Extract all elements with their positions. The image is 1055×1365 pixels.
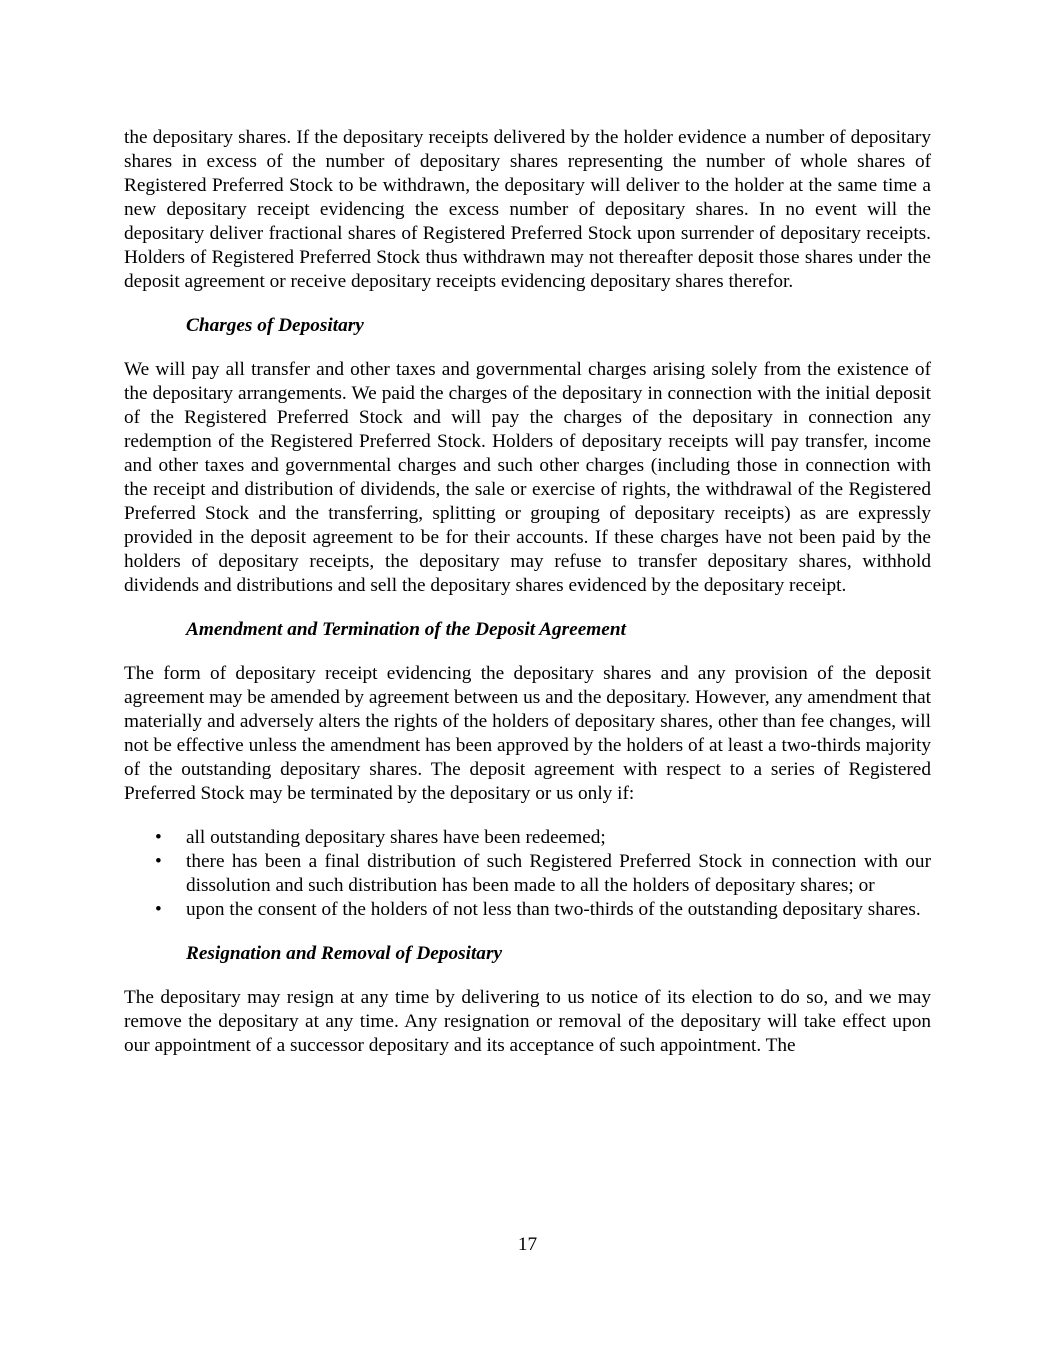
list-item-text: upon the consent of the holders of not less than two-thirds of the outstanding depositary shares.: [186, 899, 921, 920]
paragraph-withdrawal: the depositary shares. If the depositary receipts delivered by the holder evidence a number of depositary shares in excess of the number of depositary shares representing the number of whole shares of Registered Preferred Stock to be withdrawn, the depositary will deliver to the holder at the same time a new depositary receipt evidencing the excess number of depositary shares. In no event will the depositary deliver fractional shares of Registered Preferred Stock upon surrender of depositary receipts. Holders of Registered Preferred Stock thus withdrawn may not thereafter deposit those shares under the deposit agreement or receive depositary receipts evidencing depositary shares therefor.: [124, 127, 931, 292]
heading-charges-of-depositary: Charges of Depositary: [186, 315, 364, 336]
bullet-icon: •: [155, 827, 162, 848]
list-item: [124, 826, 931, 850]
bullet-icon: •: [155, 899, 162, 920]
heading-amendment-termination: Amendment and Termination of the Deposit Agreement: [186, 619, 626, 640]
page-content: [124, 126, 931, 1058]
list-item: [124, 850, 931, 898]
page-number: 17: [517, 1234, 538, 1255]
paragraph-resignation: The depositary may resign at any time by delivering to us notice of its election to do so, and we may remove the depositary at any time. Any resignation or removal of the depositary will take effect upon our appointment of a successor depositary and its acceptance of such appointment. The: [124, 987, 931, 1056]
list-item: [124, 898, 931, 922]
bullet-icon: •: [155, 851, 162, 872]
heading-resignation-removal: Resignation and Removal of Depositary: [186, 943, 503, 964]
list-item-text: there has been a final distribution of such Registered Preferred Stock in connection with our dissolution and such distribution has been made to all the holders of depositary shares; or: [186, 851, 931, 896]
paragraph-charges: We will pay all transfer and other taxes and governmental charges arising solely from the existence of the depositary arrangements. We paid the charges of the depositary in connection with the initial deposit of the Registered Preferred Stock and will pay the charges of the depositary in connection any redemption of the Registered Preferred Stock. Holders of depositary receipts will pay transfer, income and other taxes and governmental charges and such other charges (including those in connection with the receipt and distribution of dividends, the sale or exercise of rights, the withdrawal of the Registered Preferred Stock and the transferring, splitting or grouping of depositary receipts) as are expressly provided in the deposit agreement to be for their accounts. If these charges have not been paid by the holders of depositary receipts, the depositary may refuse to transfer depositary shares, withhold dividends and distributions and sell the depositary shares evidenced by the depositary receipt.: [124, 359, 931, 596]
termination-conditions-list: [124, 826, 931, 922]
paragraph-amendment: The form of depositary receipt evidencing the depositary shares and any provision of the deposit agreement may be amended by agreement between us and the depositary. However, any amendment that materially and adversely alters the rights of the holders of depositary shares, other than fee changes, will not be effective unless the amendment has been approved by the holders of at least a two-thirds majority of the outstanding depositary shares. The deposit agreement with respect to a series of Registered Preferred Stock may be terminated by the depositary or us only if:: [124, 663, 931, 804]
list-item-text: all outstanding depositary shares have been redeemed;: [186, 827, 606, 848]
